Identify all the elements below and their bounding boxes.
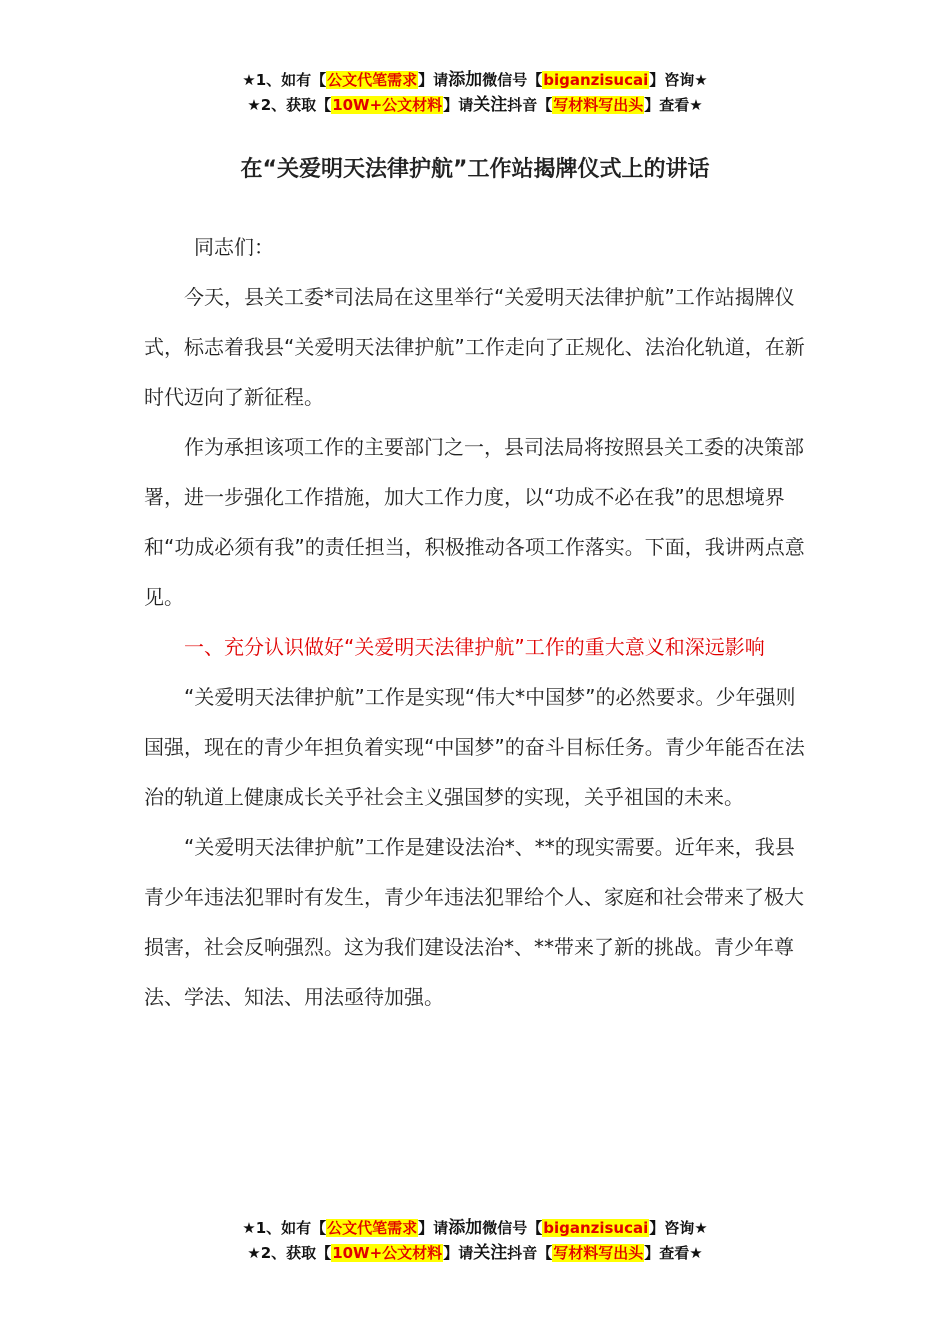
promo-highlight: 公文代笔需求: [327, 71, 418, 89]
document-body: [144, 222, 808, 1022]
document-title: 在“关爱明天法律护航”工作站揭牌仪式上的讲话: [240, 157, 710, 182]
promo-highlight: 10W+公文材料: [332, 1244, 443, 1262]
body-paragraph: 今天，县关工委*司法局在这里举行“关爱明天法律护航”工作站揭牌仪式，标志着我县“关爱明天法律护航”工作走向了正规化、法治化轨道，在新时代迈向了新征程。: [144, 285, 805, 409]
promo-emphasis: 关注: [473, 1243, 508, 1263]
salutation: 同志们：: [194, 235, 274, 259]
header-promo-banner: [0, 68, 950, 118]
promo-line-1: ★1、如有【公文代笔需求】请添加微信号【biganzisucai】咨询★: [242, 1218, 708, 1238]
promo-highlight: 公文代笔需求: [327, 1219, 418, 1237]
promo-emphasis: 添加: [448, 70, 483, 90]
promo-douyin-id: 写材料写出头: [553, 1244, 644, 1262]
body-paragraph: “关爱明天法律护航”工作是实现“伟大*中国梦”的必然要求。少年强则国强，现在的青少年担负着实现“中国梦”的奋斗目标任务。青少年能否在法治的轨道上健康成长关乎社会主义强国梦的实现，关乎祖国的未来。: [144, 685, 805, 809]
body-paragraph: 作为承担该项工作的主要部门之一，县司法局将按照县关工委的决策部署，进一步强化工作措施，加大工作力度，以“功成不必在我”的思想境界和“功成必须有我”的责任担当，积极推动各项工作落实。下面，我讲两点意见。: [144, 435, 805, 609]
promo-wechat-id: biganzisucai: [543, 1219, 649, 1237]
promo-line-1: ★1、如有【公文代笔需求】请添加微信号【biganzisucai】咨询★: [242, 70, 708, 90]
body-paragraph: “关爱明天法律护航”工作是建设法治*、**的现实需要。近年来，我县青少年违法犯罪时有发生，青少年违法犯罪给个人、家庭和社会带来了极大损害，社会反响强烈。这为我们建设法治*、**带来了新的挑战。青少年尊法、学法、知法、用法亟待加强。: [144, 835, 804, 1009]
promo-highlight: 10W+公文材料: [332, 96, 443, 114]
promo-wechat-id: biganzisucai: [543, 71, 649, 89]
promo-douyin-id: 写材料写出头: [553, 96, 644, 114]
promo-line-2: ★2、获取【10W+公文材料】请关注抖音【写材料写出头】查看★: [247, 95, 703, 115]
promo-emphasis: 添加: [448, 1218, 483, 1238]
section-heading: 一、充分认识做好“关爱明天法律护航”工作的重大意义和深远影响: [184, 635, 765, 659]
footer-promo-banner: [0, 1216, 950, 1266]
promo-emphasis: 关注: [473, 95, 508, 115]
promo-line-2: ★2、获取【10W+公文材料】请关注抖音【写材料写出头】查看★: [247, 1243, 703, 1263]
